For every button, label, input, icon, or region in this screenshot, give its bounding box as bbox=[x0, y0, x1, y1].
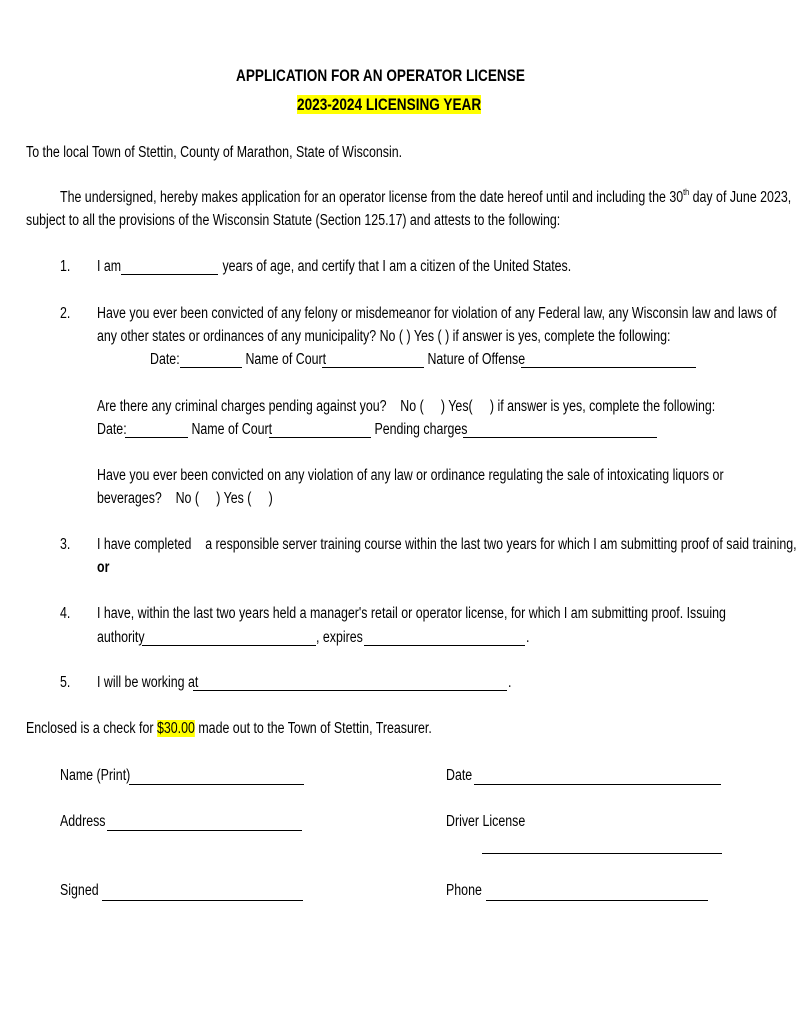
item-5-end: . bbox=[508, 674, 512, 691]
form-title: APPLICATION FOR AN OPERATOR LICENSE bbox=[236, 66, 525, 85]
driver-license-label: Driver License bbox=[446, 813, 526, 830]
item-number-1: 1. bbox=[60, 258, 71, 275]
item-1-pre: I am bbox=[97, 258, 125, 275]
conviction-date-field[interactable] bbox=[180, 367, 242, 368]
payment-line bbox=[26, 721, 432, 737]
licensing-year: 2023-2024 LICENSING YEAR bbox=[297, 95, 482, 114]
liquor-question-line2: beverages? No ( ) Yes ( ) bbox=[97, 490, 273, 507]
item-3-line1: I have completed a responsible server training course within the last two years for which I am submitting proof of said training, bbox=[97, 536, 797, 553]
signed-label: Signed bbox=[60, 882, 103, 899]
age-field[interactable] bbox=[121, 274, 218, 275]
pending-court-field[interactable] bbox=[269, 437, 371, 438]
item-5-pre: I will be working at bbox=[97, 674, 202, 691]
item-3-or: or bbox=[97, 559, 110, 576]
superscript-th: th bbox=[683, 187, 690, 197]
address-label: Address bbox=[60, 813, 109, 830]
payment-pre: Enclosed is a check for bbox=[26, 720, 157, 737]
conviction-court-label: Name of Court bbox=[242, 351, 327, 368]
item-number-2: 2. bbox=[60, 305, 71, 322]
pending-charges-label: Pending charges bbox=[371, 421, 468, 438]
name-print-label: Name (Print) bbox=[60, 767, 131, 784]
fee-amount: $30.00 bbox=[156, 720, 195, 737]
item-number-5: 5. bbox=[60, 674, 71, 691]
item-2-line2: any other states or ordinances of any municipality? No ( ) Yes ( ) if answer is yes, complete the following: bbox=[97, 328, 671, 345]
pending-date-label: Date: bbox=[97, 421, 127, 438]
signature-field[interactable] bbox=[102, 900, 303, 901]
intro-text-b: day of June 2023, bbox=[689, 189, 792, 206]
payment-post: made out to the Town of Stettin, Treasurer. bbox=[194, 720, 432, 737]
item-4-line1: I have, within the last two years held a manager's retail or operator license, for which I am submitting proof. Issuing bbox=[97, 605, 726, 622]
authority-label: authority bbox=[97, 629, 145, 646]
item-1-post: years of age, and certify that I am a citizen of the United States. bbox=[219, 258, 572, 275]
addressee-line: To the local Town of Stettin, County of Marathon, State of Wisconsin. bbox=[26, 144, 403, 161]
date-label: Date bbox=[446, 767, 476, 784]
item-number-3: 3. bbox=[60, 536, 71, 553]
pending-charges-question: Are there any criminal charges pending against you? No ( ) Yes( ) if answer is yes, complete the following: bbox=[97, 398, 716, 415]
conviction-date-label: Date: bbox=[150, 351, 180, 368]
pending-date-field[interactable] bbox=[125, 437, 188, 438]
liquor-question-line1: Have you ever been convicted on any violation of any law or ordinance regulating the sale of intoxicating liquors or bbox=[97, 467, 724, 484]
name-print-field[interactable] bbox=[129, 784, 304, 785]
phone-field[interactable] bbox=[486, 900, 708, 901]
expires-field[interactable] bbox=[364, 645, 525, 646]
conviction-offense-label: Nature of Offense bbox=[424, 351, 526, 368]
intro-paragraph-line1 bbox=[60, 187, 792, 206]
driver-license-field[interactable] bbox=[482, 853, 722, 854]
expires-label: , expires bbox=[316, 629, 367, 646]
item-4-end: . bbox=[526, 629, 530, 646]
item-number-4: 4. bbox=[60, 605, 71, 622]
authority-field[interactable] bbox=[142, 645, 316, 646]
phone-label: Phone bbox=[446, 882, 486, 899]
intro-paragraph-line2: subject to all the provisions of the Wisconsin Statute (Section 125.17) and attests to the following: bbox=[26, 212, 561, 229]
pending-court-label: Name of Court bbox=[188, 421, 273, 438]
conviction-offense-field[interactable] bbox=[521, 367, 696, 368]
pending-charges-field[interactable] bbox=[463, 437, 657, 438]
intro-text-a: The undersigned, hereby makes application for an operator license from the date hereof until and including the 30 bbox=[60, 189, 684, 206]
item-2-line1: Have you ever been convicted of any felony or misdemeanor for violation of any Federal law, any Wisconsin law and laws of bbox=[97, 305, 777, 322]
workplace-field[interactable] bbox=[193, 690, 507, 691]
conviction-court-field[interactable] bbox=[322, 367, 424, 368]
date-field[interactable] bbox=[474, 784, 721, 785]
address-field[interactable] bbox=[107, 830, 302, 831]
